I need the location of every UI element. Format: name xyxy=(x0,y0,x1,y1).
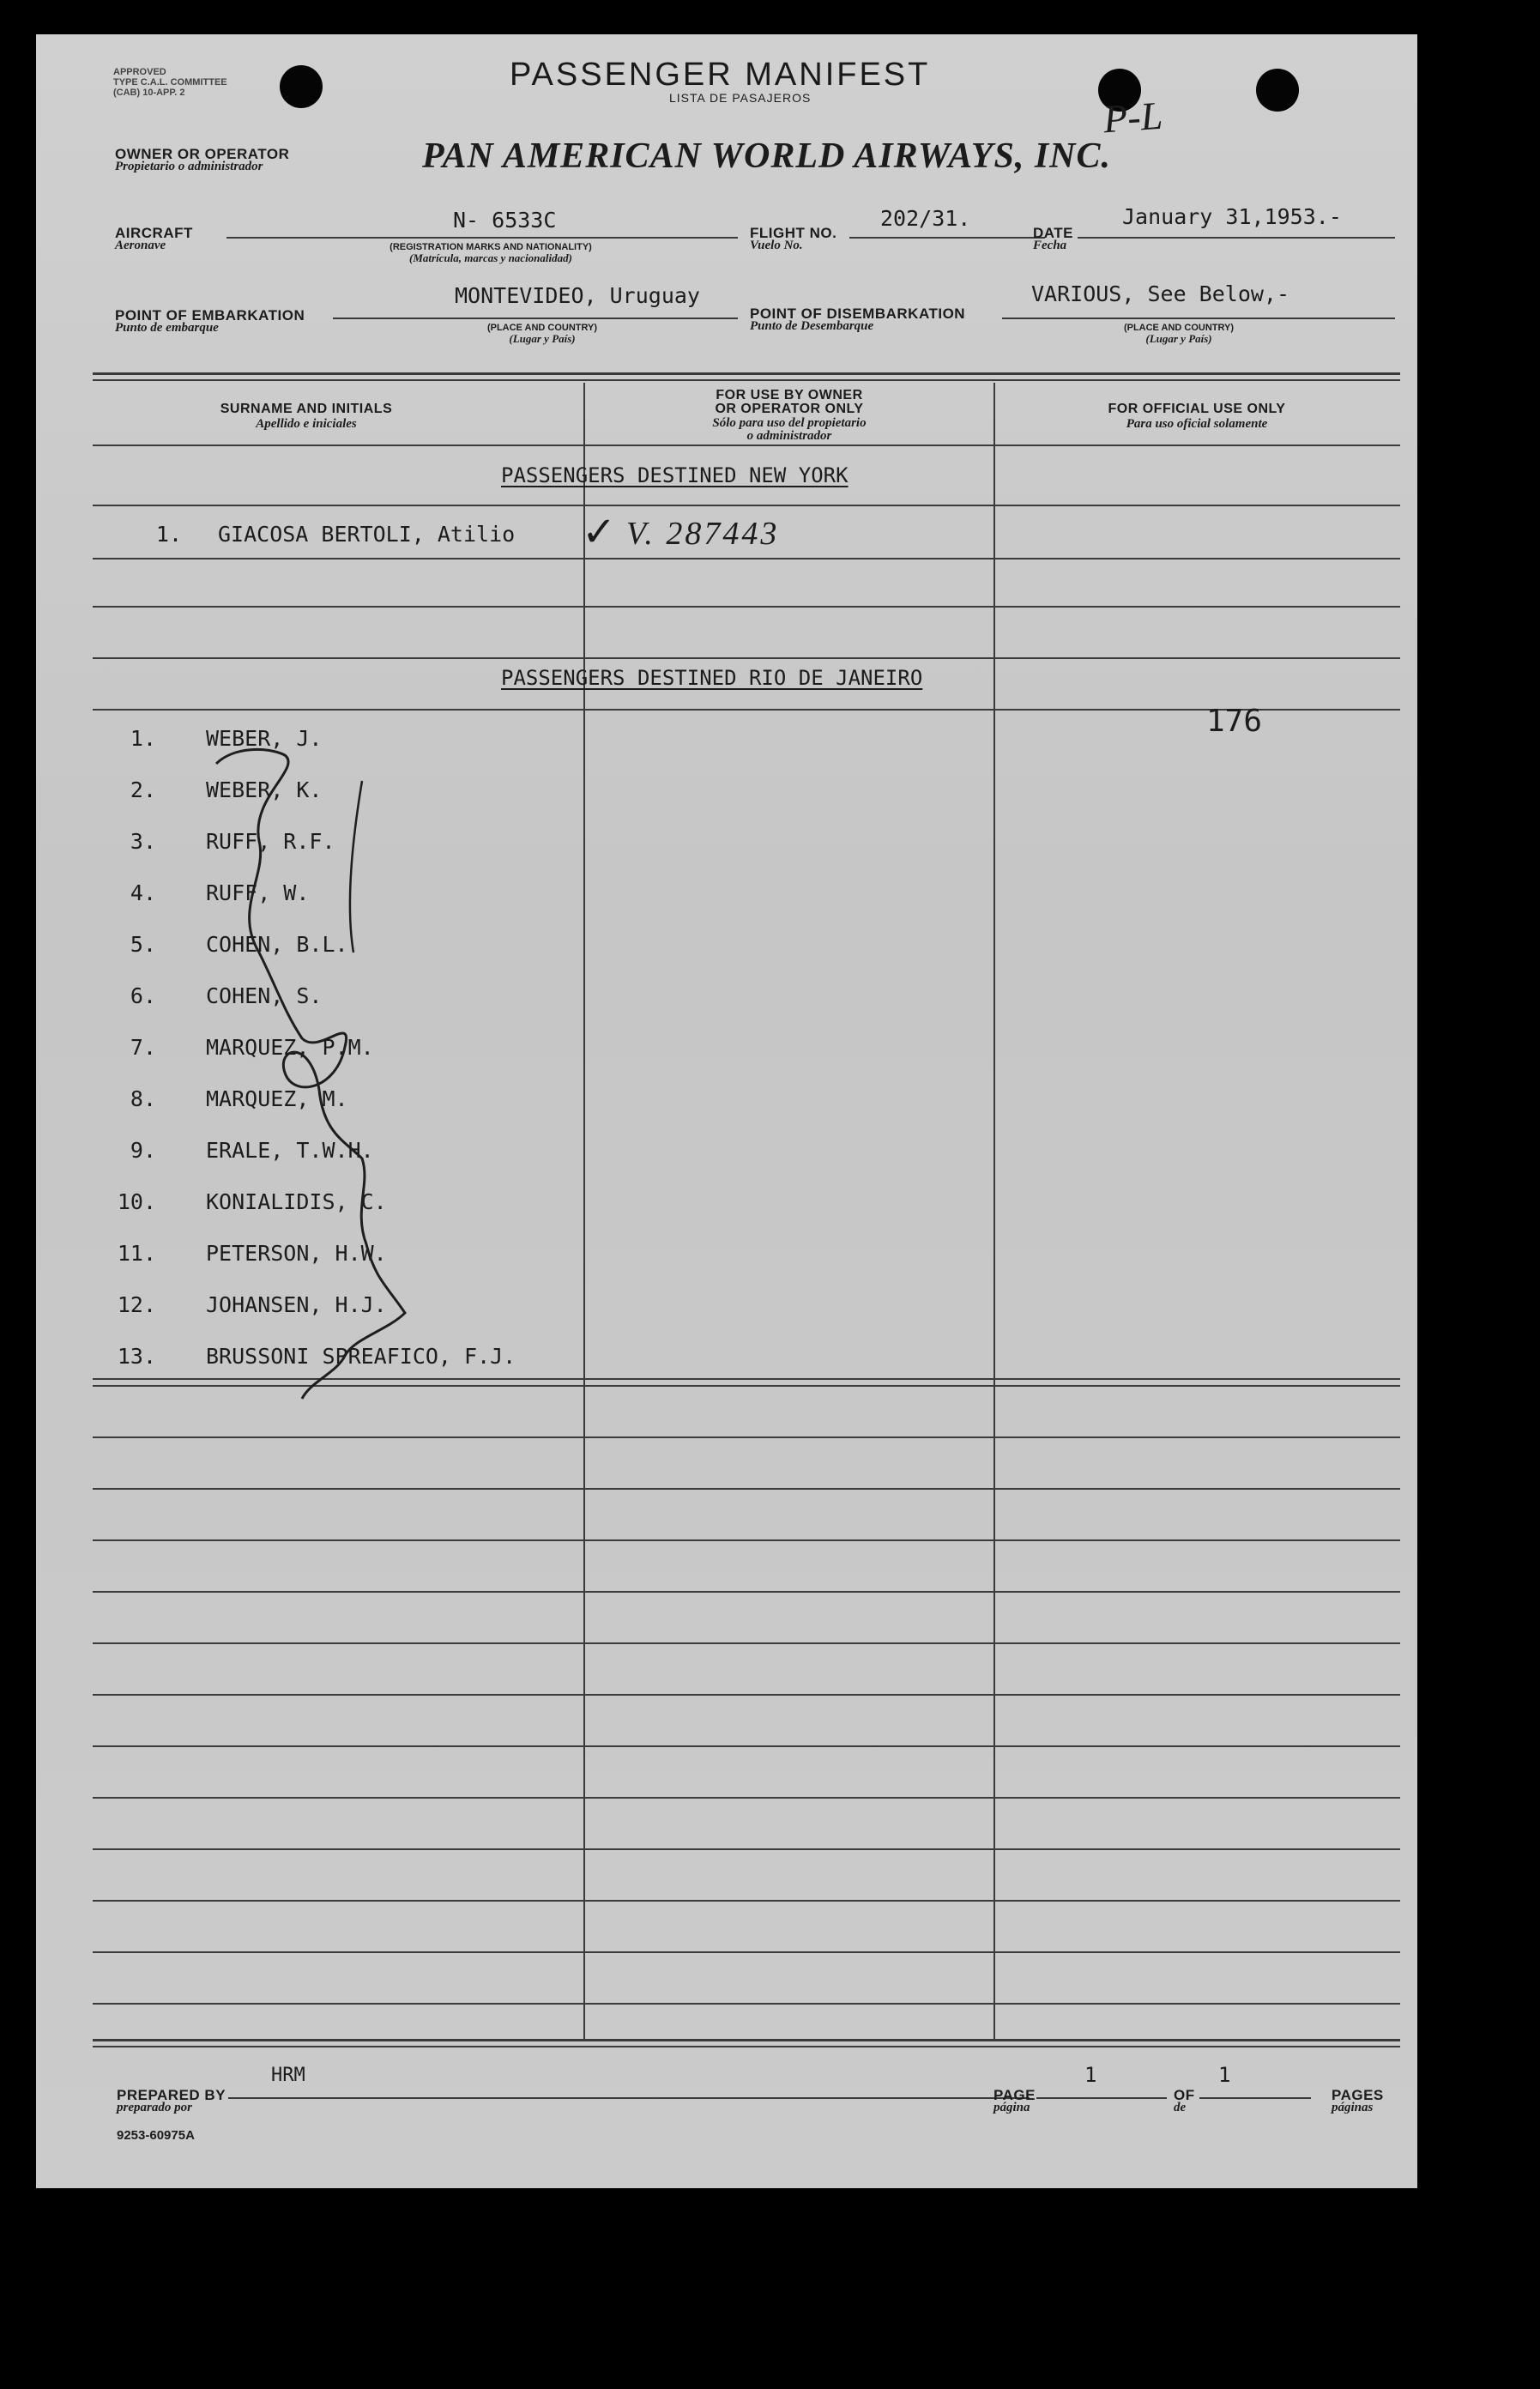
pages-label: PAGES xyxy=(1332,2087,1384,2103)
registration-note: (REGISTRATION MARKS AND NATIONALITY) xyxy=(390,242,592,252)
prepared-by-value: HRM xyxy=(271,2065,305,2086)
flight-label-es: Vuelo No. xyxy=(750,239,803,252)
embarkation-line xyxy=(333,318,738,319)
rio-row-number: 11. xyxy=(117,1241,156,1266)
ny-check-mark: ✓ xyxy=(582,510,617,555)
rio-passenger-name: KONIALIDIS, C. xyxy=(206,1189,387,1214)
row-rule xyxy=(93,2003,1400,2005)
disembarkation-label-es: Punto de Desembarque xyxy=(750,319,874,333)
col-operator-header-es-1: Sólo para uso del propietario xyxy=(712,416,867,430)
manifest-sheet xyxy=(36,34,1417,2188)
rio-row-number: 12. xyxy=(117,1292,156,1317)
row-rule xyxy=(93,1745,1400,1747)
date-value: January 31,1953.- xyxy=(1122,204,1342,229)
column-divider-2 xyxy=(993,383,995,2039)
rio-row-number: 2. xyxy=(130,777,156,802)
row-rule xyxy=(93,709,1400,711)
section-heading-new-york: PASSENGERS DESTINED NEW YORK xyxy=(501,463,849,487)
form-code: 9253-60975A xyxy=(117,2128,195,2143)
rio-row-number: 8. xyxy=(130,1086,156,1111)
prepared-by-label-es: preparado por xyxy=(117,2101,192,2114)
rio-passenger-name: RUFF, R.F. xyxy=(206,829,335,854)
rio-row-number: 9. xyxy=(130,1138,156,1163)
ny-passenger-name: GIACOSA BERTOLI, Atilio xyxy=(218,522,516,547)
rio-row-number: 1. xyxy=(130,726,156,751)
table-bottom-rule xyxy=(93,2039,1400,2041)
rio-row-number: 13. xyxy=(117,1344,156,1369)
page-label: PAGE xyxy=(993,2087,1036,2103)
aircraft-label: AIRCRAFT xyxy=(115,225,193,241)
ny-row-number: 1. xyxy=(155,522,182,547)
aircraft-label-es: Aeronave xyxy=(115,239,166,252)
rio-row-number: 7. xyxy=(130,1035,156,1060)
row-rule xyxy=(93,1488,1400,1490)
aircraft-value: N- 6533C xyxy=(453,208,557,233)
embarkation-label: POINT OF EMBARKATION xyxy=(115,307,305,324)
row-rule xyxy=(93,505,1400,506)
row-rule xyxy=(93,1591,1400,1593)
col-surname-header: SURNAME AND INITIALS xyxy=(220,402,393,416)
row-rule xyxy=(93,445,1400,446)
row-rule xyxy=(93,1539,1400,1541)
handwritten-margin-note: P-L xyxy=(1102,93,1164,142)
owner-label-es: Propietario o administrador xyxy=(115,160,263,173)
rio-passenger-name: COHEN, S. xyxy=(206,983,323,1008)
row-rule xyxy=(93,1951,1400,1953)
flight-line xyxy=(849,237,1045,239)
rio-passenger-name: ERALE, T.W.H. xyxy=(206,1138,374,1163)
rio-row-number: 4. xyxy=(130,880,156,905)
owner-label: OWNER OR OPERATOR xyxy=(115,146,290,162)
row-rule xyxy=(93,1797,1400,1799)
page-value: 1 xyxy=(1084,2063,1097,2087)
row-rule xyxy=(93,606,1400,608)
page-label-es: página xyxy=(993,2101,1030,2114)
embark-place-note-es: (Lugar y País) xyxy=(509,332,576,345)
row-rule xyxy=(93,1694,1400,1696)
table-bottom-rule-2 xyxy=(93,2046,1400,2047)
of-label: OF xyxy=(1174,2087,1195,2103)
col-surname-header-es: Apellido e iniciales xyxy=(256,417,357,431)
table-top-rule-2 xyxy=(93,379,1400,381)
section-heading-rio: PASSENGERS DESTINED RIO DE JANEIRO xyxy=(501,666,923,690)
rio-row-number: 10. xyxy=(117,1189,156,1214)
registration-note-es: (Matrícula, marcas y nacionalidad) xyxy=(409,251,572,264)
row-rule xyxy=(93,657,1400,659)
pages-label-es: páginas xyxy=(1332,2101,1374,2114)
rio-passenger-name: JOHANSEN, H.J. xyxy=(206,1292,387,1317)
rio-passenger-name: MARQUEZ, M. xyxy=(206,1086,348,1111)
row-rule xyxy=(93,1848,1400,1850)
rio-row-number: 3. xyxy=(130,829,156,854)
embarkation-value: MONTEVIDEO, Uruguay xyxy=(455,283,700,308)
rio-passenger-name: MARQUEZ, P.M. xyxy=(206,1035,374,1060)
manifest-title-es: LISTA DE PASAJEROS xyxy=(669,91,812,105)
flight-label: FLIGHT NO. xyxy=(750,225,837,241)
row-rule xyxy=(93,1642,1400,1644)
aircraft-line xyxy=(226,237,738,239)
owner-value: PAN AMERICAN WORLD AIRWAYS, INC. xyxy=(422,136,1112,176)
disembark-place-note: (PLACE AND COUNTRY) xyxy=(1123,323,1235,333)
official-handwritten-number: 176 xyxy=(1206,704,1263,739)
date-label-es: Fecha xyxy=(1033,239,1067,252)
embarkation-label-es: Punto de embarque xyxy=(115,321,219,335)
page-line xyxy=(1036,2097,1167,2099)
disembarkation-line xyxy=(1002,318,1395,319)
punch-hole xyxy=(280,65,323,108)
col-official-header-es: Para uso oficial solamente xyxy=(1126,417,1268,431)
disembarkation-label: POINT OF DISEMBARKATION xyxy=(750,305,966,322)
approval-block: APPROVED TYPE C.A.L. COMMITTEE (CAB) 10-APP. 2 xyxy=(113,67,227,98)
date-line xyxy=(1078,237,1395,239)
rio-passenger-name: WEBER, J. xyxy=(206,726,323,751)
manifest-title: PASSENGER MANIFEST xyxy=(510,57,931,93)
row-rule xyxy=(93,558,1400,559)
prepared-by-label: PREPARED BY xyxy=(117,2087,226,2103)
rio-passenger-name: WEBER, K. xyxy=(206,777,323,802)
punch-hole xyxy=(1256,69,1299,112)
col-operator-header-1: FOR USE BY OWNER xyxy=(716,388,863,402)
handwritten-squiggle xyxy=(182,729,465,1416)
row-rule xyxy=(93,1436,1400,1438)
rio-passenger-name: BRUSSONI SPREAFICO, F.J. xyxy=(206,1344,516,1369)
column-divider-1 xyxy=(583,383,585,2039)
of-label-es: de xyxy=(1174,2101,1187,2114)
rio-passenger-name: RUFF, W. xyxy=(206,880,310,905)
date-label: DATE xyxy=(1033,225,1074,241)
rio-row-number: 5. xyxy=(130,932,156,957)
of-line xyxy=(1199,2097,1311,2099)
prepared-by-line xyxy=(228,2097,1030,2099)
rio-passenger-name: PETERSON, H.W. xyxy=(206,1241,387,1266)
flight-value: 202/31. xyxy=(880,206,971,231)
col-operator-header-2: OR OPERATOR ONLY xyxy=(715,402,864,416)
disembark-place-note-es: (Lugar y País) xyxy=(1145,332,1212,345)
row-rule xyxy=(93,1900,1400,1902)
ny-handwritten-note: V. 287443 xyxy=(626,516,780,552)
table-top-rule xyxy=(93,372,1400,375)
of-value: 1 xyxy=(1218,2063,1231,2087)
col-official-header: FOR OFFICIAL USE ONLY xyxy=(1108,402,1286,416)
rio-row-number: 6. xyxy=(130,983,156,1008)
col-operator-header-es-2: o administrador xyxy=(746,429,832,443)
embark-place-note: (PLACE AND COUNTRY) xyxy=(486,323,598,333)
disembarkation-value: VARIOUS, See Below,- xyxy=(1031,281,1290,306)
rio-passenger-name: COHEN, B.L. xyxy=(206,932,348,957)
